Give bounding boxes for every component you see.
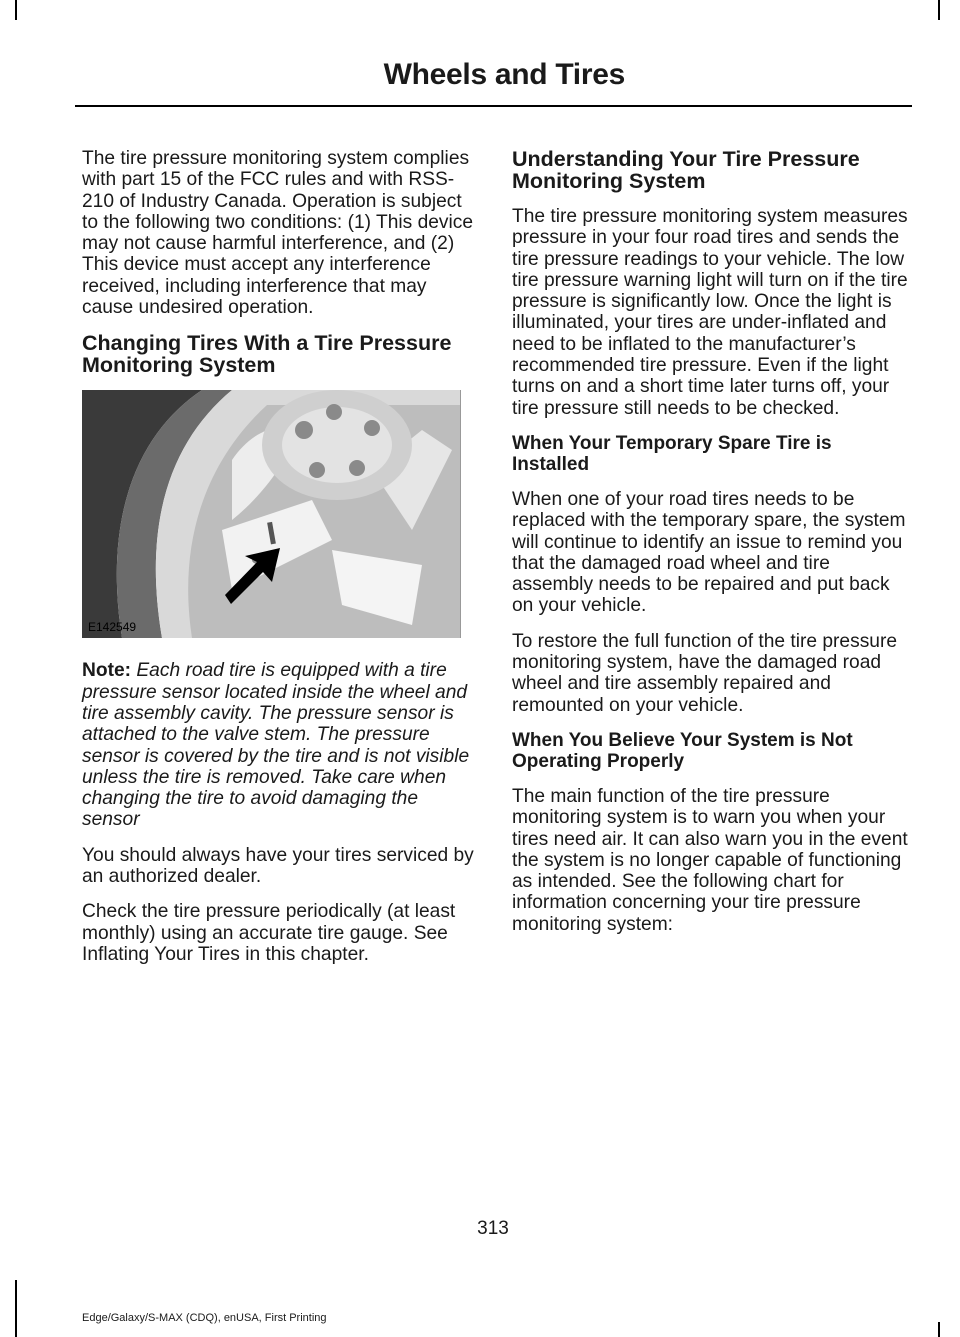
- service-paragraph: You should always have your tires serviced by an authorized dealer.: [82, 844, 474, 888]
- header-rule: [75, 105, 912, 107]
- figure-code: E142549: [88, 620, 137, 635]
- temporary-spare-paragraph: When one of your road tires needs to be replaced with the temporary spare, the system will continue to identify an issue to remind you that the damaged road wheel and tire assembly needs to be repaired and put back on your vehicle.: [512, 488, 906, 617]
- page-number: 313: [477, 1218, 509, 1239]
- section-heading-changing-tires: Changing Tires With a Tire Pressure Monitoring System: [82, 331, 452, 378]
- tire-valve-figure: [82, 390, 461, 638]
- subheading-not-operating: When You Believe Your System is Not Operating Properly: [512, 729, 853, 772]
- page-title: Wheels and Tires: [383, 58, 625, 91]
- edition-footer: Edge/Galaxy/S-MAX (CDQ), enUSA, First Printing: [82, 1312, 327, 1324]
- fcc-compliance-paragraph: The tire pressure monitoring system complies with part 15 of the FCC rules and with RSS-210 of Industry Canada. Operation is subject to the following two conditions: (1) This device may not cause harmful interference, and (2) This device must accept any interference received, including interference that may cause undesired operation.: [82, 148, 474, 319]
- main-function-paragraph: The main function of the tire pressure monitoring system is to warn you when your tires need air. It can also warn you in the event the system is no longer capable of functioning as intended. See the following chart for information concerning your tire pressure monitoring system:: [512, 785, 908, 935]
- tpms-description-paragraph: The tire pressure monitoring system measures pressure in your four road tires and sends the tire pressure readings to your vehicle. The low tire pressure warning light will turn on if the tire pressure is significantly low. Once the light is illuminated, your tires are under-inflated and need to be inflated to the manufacturer’s recommended tire pressure. Even if the light turns on and a short time later turns off, your tire pressure still needs to be checked.: [512, 206, 908, 419]
- note-text: Each road tire is equipped with a tire pressure sensor located inside the wheel and tire assembly cavity. The pressure sensor is attached to the valve stem. The pressure sensor is covered by the tire and is not visible unless the tire is removed. Take care when changing the tire to avoid damaging the sensor: [82, 660, 470, 831]
- restore-function-paragraph: To restore the full function of the tire pressure monitoring system, have the damaged road wheel and tire assembly repaired and remounted on your vehicle.: [512, 630, 898, 716]
- subheading-temporary-spare: When Your Temporary Spare Tire is Installed: [512, 432, 832, 475]
- wheel-illustration: [82, 390, 460, 638]
- crop-mark-bottom-right: [938, 1322, 940, 1337]
- right-column: [512, 148, 909, 949]
- crop-mark-top-right: [938, 0, 940, 20]
- left-column: [82, 148, 475, 979]
- check-pressure-paragraph: Check the tire pressure periodically (at least monthly) using an accurate tire gauge. See Inflating Your Tires in this chapter.: [82, 901, 456, 965]
- note-label: Note:: [82, 660, 132, 682]
- note-paragraph: [82, 660, 475, 830]
- section-heading-understanding-tpms: Understanding Your Tire Pressure Monitoring System: [512, 147, 860, 193]
- crop-mark-bottom-left: [15, 1280, 17, 1337]
- crop-mark-top-left: [15, 0, 17, 20]
